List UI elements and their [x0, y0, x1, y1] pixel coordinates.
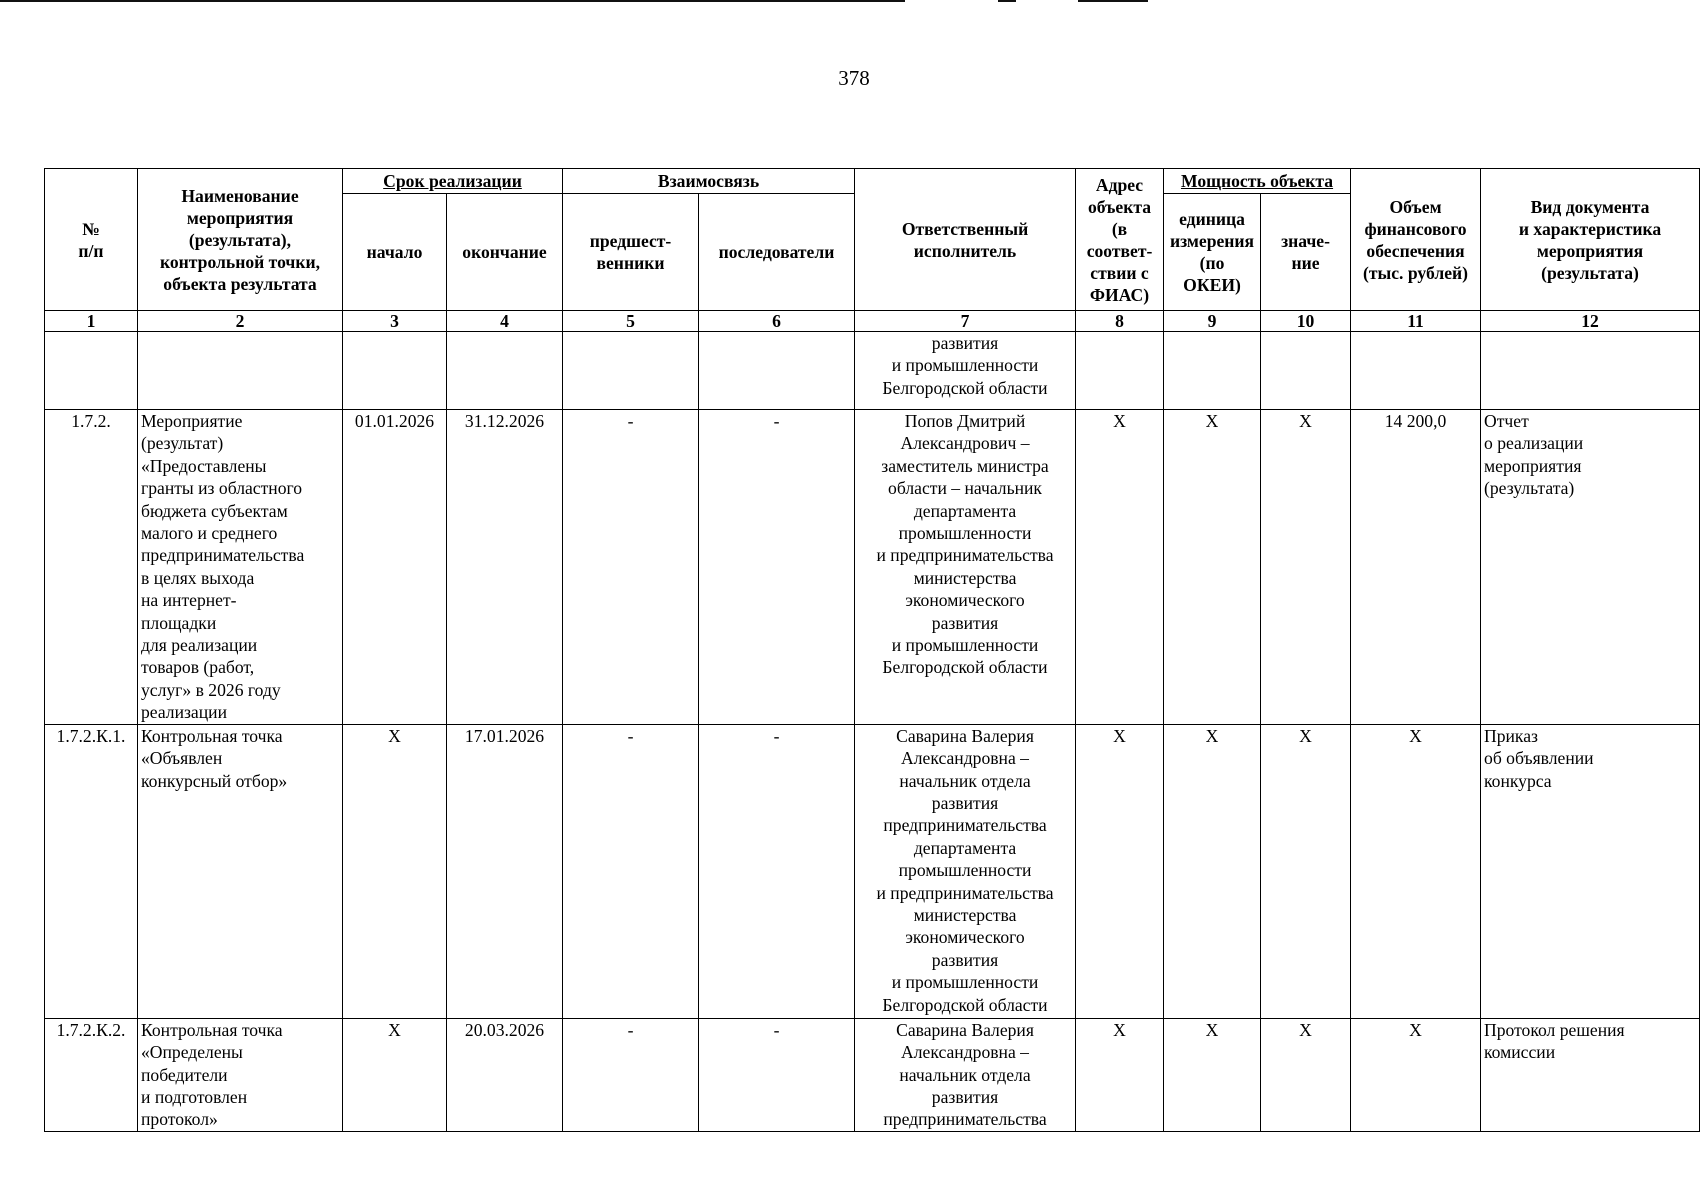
row-value: Х	[1261, 410, 1351, 725]
row-doc: Приказ об объявлении конкурса	[1481, 724, 1700, 1018]
column-number: 9	[1164, 311, 1261, 332]
row-doc	[1481, 332, 1700, 410]
row-responsible: Попов Дмитрий Александрович – заместитель министра области – начальник департамента промышленности и предпринимательства министерства экономического развития и промышленности Белгородской области	[855, 410, 1076, 725]
header-address: Адрес объекта (в соответ- ствии с ФИАС)	[1076, 169, 1164, 311]
row-address: Х	[1076, 410, 1164, 725]
row-end	[447, 332, 563, 410]
column-number: 10	[1261, 311, 1351, 332]
row-unit: Х	[1164, 1018, 1261, 1131]
scan-edge-line	[0, 0, 905, 2]
row-no: 1.7.2.К.2.	[45, 1018, 138, 1131]
header-predecessors: предшест- венники	[563, 194, 699, 311]
row-value: Х	[1261, 1018, 1351, 1131]
header-start: начало	[343, 194, 447, 311]
column-number: 11	[1351, 311, 1481, 332]
row-unit: Х	[1164, 410, 1261, 725]
column-number: 5	[563, 311, 699, 332]
row-successors: -	[699, 724, 855, 1018]
row-value: Х	[1261, 724, 1351, 1018]
row-name: Мероприятие (результат) «Предоставлены гранты из областного бюджета субъектам малого и среднего предпринимательства в целях выхода на интернет- площадки для реализации товаров (работ, услуг» в 2026 году реализации	[138, 410, 343, 725]
row-predecessors: -	[563, 724, 699, 1018]
table-row	[45, 1018, 1700, 1131]
row-predecessors	[563, 332, 699, 410]
row-name: Контрольная точка «Определены победители и подготовлен протокол»	[138, 1018, 343, 1131]
header-period: Срок реализации	[343, 169, 563, 194]
column-number: 8	[1076, 311, 1164, 332]
row-predecessors: -	[563, 1018, 699, 1131]
row-doc: Отчет о реализации мероприятия (результата)	[1481, 410, 1700, 725]
header-capacity: Мощность объекта	[1164, 169, 1351, 194]
row-address	[1076, 332, 1164, 410]
scan-edge-line	[1078, 0, 1148, 2]
row-successors: -	[699, 1018, 855, 1131]
header-doc-type: Вид документа и характеристика мероприятия (результата)	[1481, 169, 1700, 311]
row-responsible: развития и промышленности Белгородской области	[855, 332, 1076, 410]
header-relation: Взаимосвязь	[563, 169, 855, 194]
row-end: 17.01.2026	[447, 724, 563, 1018]
table-row	[45, 410, 1700, 725]
column-number: 4	[447, 311, 563, 332]
header-unit: единица измерения (по ОКЕИ)	[1164, 194, 1261, 311]
row-name: Контрольная точка «Объявлен конкурсный отбор»	[138, 724, 343, 1018]
row-predecessors: -	[563, 410, 699, 725]
row-responsible: Саварина Валерия Александровна – начальник отдела развития предпринимательства	[855, 1018, 1076, 1131]
column-number: 3	[343, 311, 447, 332]
header-funding: Объем финансового обеспечения (тыс. рублей)	[1351, 169, 1481, 311]
row-value	[1261, 332, 1351, 410]
row-successors	[699, 332, 855, 410]
column-number: 7	[855, 311, 1076, 332]
row-start	[343, 332, 447, 410]
column-number: 2	[138, 311, 343, 332]
row-start: Х	[343, 724, 447, 1018]
row-address: Х	[1076, 1018, 1164, 1131]
row-responsible: Саварина Валерия Александровна – начальник отдела развития предпринимательства департамента промышленности и предпринимательства министерства экономического развития и промышленности Белгородской области	[855, 724, 1076, 1018]
header-value: значе- ние	[1261, 194, 1351, 311]
row-unit: Х	[1164, 724, 1261, 1018]
table-row	[45, 332, 1700, 410]
row-successors: -	[699, 410, 855, 725]
row-funding: Х	[1351, 724, 1481, 1018]
row-funding	[1351, 332, 1481, 410]
page-number: 378	[838, 66, 870, 90]
column-number: 12	[1481, 311, 1700, 332]
column-number-row	[45, 311, 1700, 332]
row-no	[45, 332, 138, 410]
row-name	[138, 332, 343, 410]
row-funding: 14 200,0	[1351, 410, 1481, 725]
row-end: 31.12.2026	[447, 410, 563, 725]
plan-table	[44, 168, 1700, 1132]
header-responsible: Ответственный исполнитель	[855, 169, 1076, 311]
row-unit	[1164, 332, 1261, 410]
row-no: 1.7.2.К.1.	[45, 724, 138, 1018]
header-name: Наименование мероприятия (результата), контрольной точки, объекта результата	[138, 169, 343, 311]
table-row	[45, 724, 1700, 1018]
header-row	[45, 169, 1700, 194]
column-number: 6	[699, 311, 855, 332]
row-start: 01.01.2026	[343, 410, 447, 725]
header-successors: последователи	[699, 194, 855, 311]
row-address: Х	[1076, 724, 1164, 1018]
row-funding: Х	[1351, 1018, 1481, 1131]
scan-edge-line	[998, 0, 1016, 2]
column-number: 1	[45, 311, 138, 332]
header-end: окончание	[447, 194, 563, 311]
row-start: Х	[343, 1018, 447, 1131]
row-no: 1.7.2.	[45, 410, 138, 725]
header-no: № п/п	[45, 169, 138, 311]
row-end: 20.03.2026	[447, 1018, 563, 1131]
row-doc: Протокол решения комиссии	[1481, 1018, 1700, 1131]
